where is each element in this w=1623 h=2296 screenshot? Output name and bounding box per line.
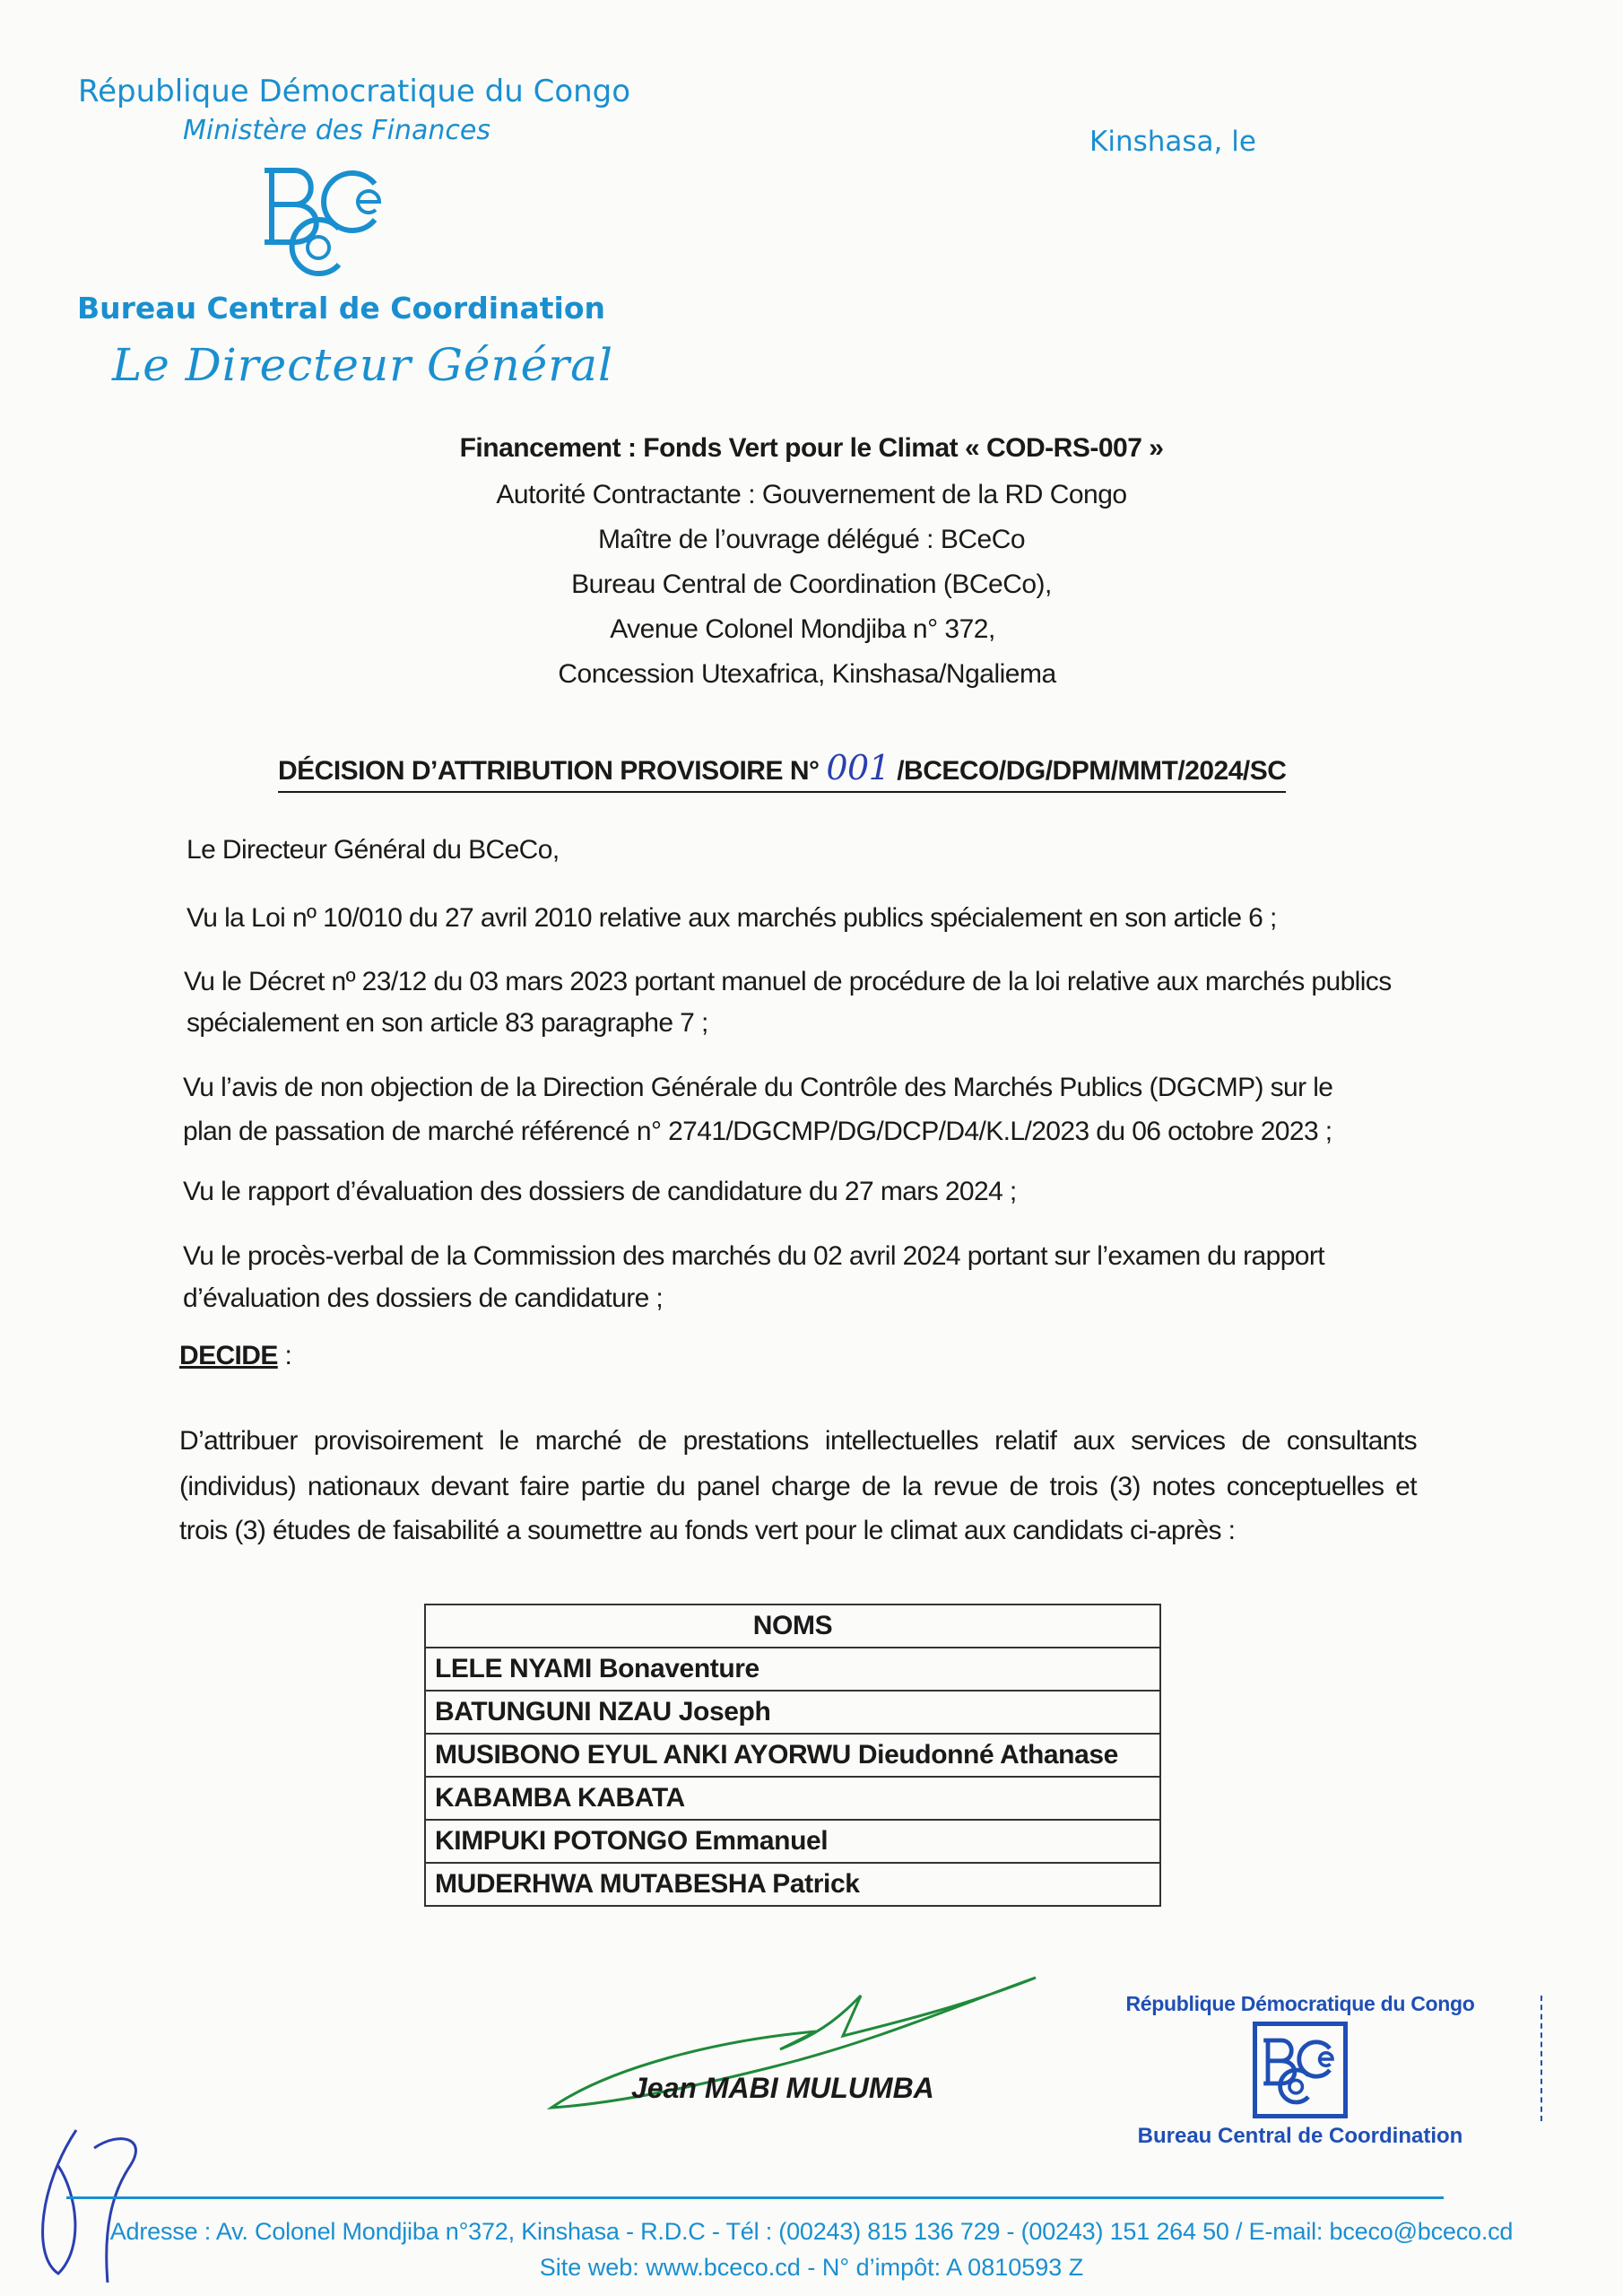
decide-label: DECIDE — [179, 1341, 278, 1370]
opening-line: Le Directeur Général du BCeCo, — [187, 835, 560, 865]
award-line-3: trois (3) études de faisabilité a soumettre au fonds vert pour le climat aux candidats ci-après : — [179, 1516, 1236, 1545]
vu-loi: Vu la Loi nº 10/010 du 27 avril 2010 relative aux marchés publics spécialement en son article 6 ; — [187, 903, 1277, 933]
bceco-logo — [254, 161, 397, 278]
stamp-logo — [1253, 2022, 1348, 2118]
footer-site: Site web: www.bceco.cd - N° d’impôt: A 0810593 Z — [539, 2254, 1084, 2281]
table-row — [425, 1820, 1160, 1863]
decide-heading — [179, 1340, 1412, 1372]
delegated-owner: Maître de l’ouvrage délégué : BCeCo — [597, 525, 1026, 554]
official-stamp — [1094, 1991, 1506, 2148]
table-row — [425, 1777, 1160, 1820]
footer-divider — [66, 2196, 1444, 2199]
table-cell: KIMPUKI POTONGO Emmanuel — [425, 1820, 1160, 1863]
vu-decret-2: spécialement en son article 83 paragraphe 7 ; — [187, 1008, 708, 1038]
organization-name: Bureau Central de Coordination — [77, 291, 606, 326]
award-line-1: D’attribuer provisoirement le marché de prestations intellectuelles relatif aux services de consultants — [179, 1426, 1417, 1456]
address-line: Avenue Colonel Mondjiba n° 372, — [610, 614, 995, 644]
award-line-2: (individus) nationaux devant faire partie du panel charge de la revue de trois (3) notes conceptuelles et — [179, 1472, 1417, 1501]
vu-avis-1: Vu l’avis de non objection de la Direction Générale du Contrôle des Marchés Publics (DGCMP) sur le — [183, 1073, 1333, 1102]
signatory-name: Jean MABI MULUMBA — [631, 2072, 934, 2104]
table-cell: LELE NYAMI Bonaventure — [425, 1648, 1160, 1691]
decision-number-handwritten: 001 — [826, 748, 890, 787]
place-date: Kinshasa, le — [1089, 126, 1256, 158]
table-cell: MUSIBONO EYUL ANKI AYORWU Dieudonné Athanase — [425, 1734, 1160, 1777]
awardees-table — [424, 1604, 1161, 1907]
table-cell: KABAMBA KABATA — [425, 1777, 1160, 1820]
country-name: République Démocratique du Congo — [78, 74, 631, 109]
stamp-country: République Démocratique du Congo — [1125, 1992, 1475, 2015]
stamp-organization: Bureau Central de Coordination — [1137, 2124, 1463, 2148]
contracting-authority: Autorité Contractante : Gouvernement de la RD Congo — [496, 480, 1127, 509]
ministry-name: Ministère des Finances — [183, 115, 490, 146]
concession-line: Concession Utexafrica, Kinshasa/Ngaliema — [558, 659, 1056, 689]
vu-rapport: Vu le rapport d’évaluation des dossiers de candidature du 27 mars 2024 ; — [183, 1177, 1017, 1206]
vu-pv-1: Vu le procès-verbal de la Commission des marchés du 02 avril 2024 portant sur l’examen du rapport — [183, 1241, 1325, 1271]
bureau-name: Bureau Central de Coordination (BCeCo), — [571, 570, 1052, 599]
financing-line: Financement : Fonds Vert pour le Climat « COD-RS-007 » — [459, 433, 1164, 463]
signatory-title: Le Directeur Général — [112, 339, 613, 391]
vu-pv-2: d’évaluation des dossiers de candidature ; — [183, 1283, 664, 1313]
table-row — [425, 1648, 1160, 1691]
footer-address: Adresse : Av. Colonel Mondjiba n°372, Kinshasa - R.D.C - Tél : (00243) 815 136 729 - (00243) 151 264 50 / E-mail: bceco@bceco.cd — [109, 2218, 1514, 2245]
table-row — [425, 1734, 1160, 1777]
table-header-noms: NOMS — [425, 1605, 1160, 1648]
table-row — [425, 1863, 1160, 1906]
decision-title-prefix: DÉCISION D’ATTRIBUTION PROVISOIRE N° — [278, 756, 820, 786]
table-cell: MUDERHWA MUTABESHA Patrick — [425, 1863, 1160, 1906]
table-row — [425, 1691, 1160, 1734]
vu-decret-1: Vu le Décret nº 23/12 du 03 mars 2023 portant manuel de procédure de la loi relative aux marchés publics — [184, 967, 1392, 996]
vu-avis-2: plan de passation de marché référencé n° 2741/DGCMP/DG/DCP/D4/K.L/2023 du 06 octobre 2023 ; — [183, 1117, 1332, 1146]
decision-title-suffix: /BCECO/DG/DPM/MMT/2024/SC — [897, 756, 1287, 786]
decide-colon: : — [277, 1341, 292, 1370]
stamp-edge-line — [1541, 1996, 1542, 2121]
decision-title — [278, 748, 1286, 793]
table-cell: BATUNGUNI NZAU Joseph — [425, 1691, 1160, 1734]
